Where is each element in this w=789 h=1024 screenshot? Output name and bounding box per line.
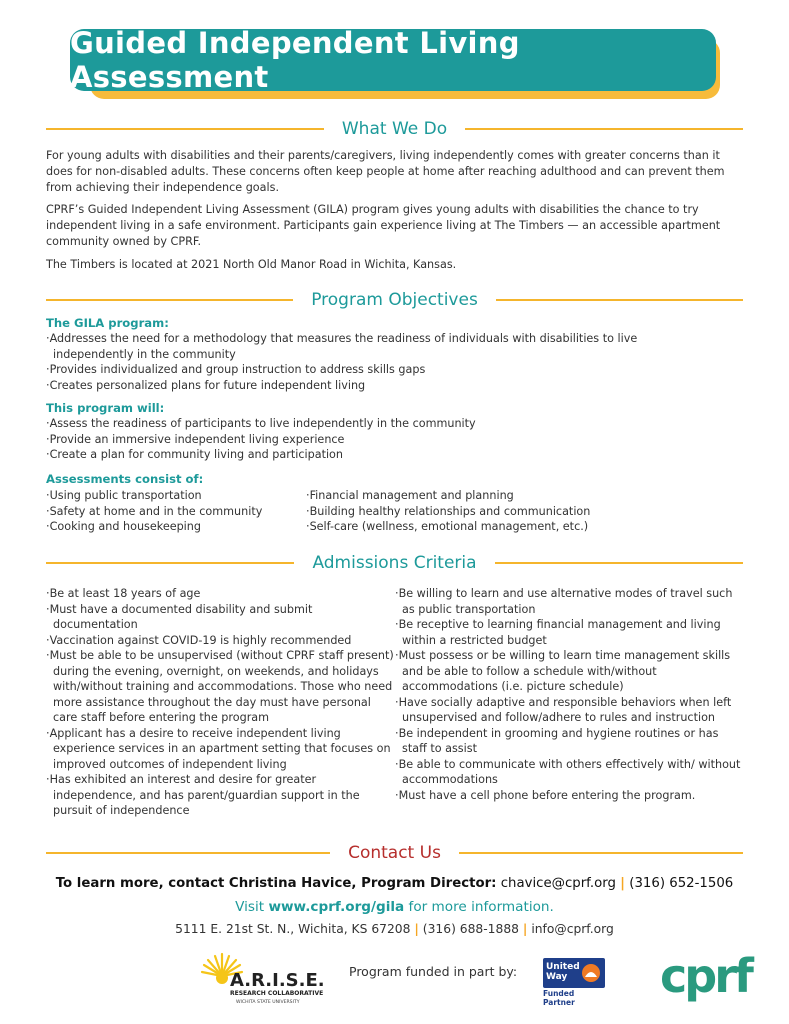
list-item: · Addresses the need for a methodology that measures the readiness of individuals with disabilities to live independently in the community (46, 331, 706, 362)
list-item: · Cooking and housekeeping (46, 519, 306, 535)
visit-suffix: for more information. (408, 899, 554, 915)
program-will-label: This program will: (46, 401, 165, 415)
website-link[interactable]: www.cprf.org/gila (268, 899, 405, 915)
list-item: · Using public transportation (46, 488, 306, 504)
section-title: Admissions Criteria (312, 553, 477, 573)
divider (496, 299, 743, 301)
list-item: · Assess the readiness of participants to live independently in the community (46, 416, 706, 432)
arise-name: A.R.I.S.E. (230, 970, 325, 991)
divider (46, 299, 293, 301)
divider (465, 128, 743, 130)
director-email-link[interactable]: chavice@cprf.org (500, 876, 616, 891)
intro-paragraph: For young adults with disabilities and their parents/caregivers, living independently comes with greater concerns than it does for non-disabled adults. These concerns often keep people at home after reaching adulthood and can prevent them from achieving their independence goals. (46, 149, 725, 194)
objectives-heading (46, 289, 743, 311)
funded-text: Program funded in part by: (349, 964, 518, 979)
list-item: · Self-care (wellness, emotional management, etc.) (306, 519, 726, 535)
section-title: What We Do (341, 119, 448, 139)
list-item: · Has exhibited an interest and desire for greater independence, and has parent/guardian support in the pursuit of independence (46, 772, 396, 819)
uw-funded-partner: Funded Partner (543, 989, 575, 1007)
list-item: · Building healthy relationships and communication (306, 504, 726, 520)
info-email-link[interactable]: info@cprf.org (531, 922, 614, 936)
assessments-list-right (306, 488, 726, 535)
page-title: Guided Independent Living Assessment (70, 26, 520, 94)
list-item: · Provides individualized and group instruction to address skills gaps (46, 362, 706, 378)
visit-prefix: Visit (235, 899, 265, 915)
admissions-list-right (395, 586, 741, 803)
divider (459, 852, 743, 854)
contact-director-line (0, 876, 789, 891)
list-item: · Be able to communicate with others effectively with/ without accommodations (395, 757, 741, 788)
list-item: · Be independent in grooming and hygiene routines or has staff to assist (395, 726, 741, 757)
gila-program-list (46, 331, 706, 393)
arise-univ: WICHITA STATE UNIVERSITY (236, 1000, 300, 1005)
list-item: · Create a plan for community living and participation (46, 447, 706, 463)
hand-icon (581, 963, 601, 983)
divider (46, 128, 324, 130)
list-item: · Provide an immersive independent living experience (46, 432, 706, 448)
location-paragraph: The Timbers is located at 2021 North Old Manor Road in Wichita, Kansas. (46, 258, 457, 271)
list-item: · Safety at home and in the community (46, 504, 306, 520)
what-we-do-heading (46, 118, 743, 140)
list-item: · Creates personalized plans for future independent living (46, 378, 706, 394)
cprf-logo (660, 942, 760, 1004)
main-phone: (316) 688-1888 (422, 922, 519, 936)
section-title: Program Objectives (311, 290, 478, 310)
list-item: · Must possess or be willing to learn time management skills and be able to follow a schedule with/without accommodations (i.e. picture schedule) (395, 648, 741, 695)
divider (46, 852, 330, 854)
united-way-badge (543, 958, 605, 988)
united-way-logo (543, 958, 605, 1007)
uw-name-2: Way (546, 972, 568, 982)
arise-sub: RESEARCH COLLABORATIVE (230, 990, 324, 997)
admissions-list-left (46, 586, 396, 819)
address-line (0, 922, 789, 936)
list-item: · Financial management and planning (306, 488, 726, 504)
uw-name-1: United (546, 962, 580, 972)
divider (495, 562, 743, 564)
cprf-logo-mark (660, 942, 760, 1004)
list-item: · Must have a documented disability and submit documentation (46, 602, 396, 633)
section-title: Contact Us (348, 843, 441, 863)
admissions-heading (46, 552, 743, 574)
visit-line (0, 899, 789, 915)
title-banner (70, 26, 716, 94)
sunburst-icon (200, 948, 330, 1008)
arise-logo (200, 948, 330, 1008)
assessments-label: Assessments consist of: (46, 472, 204, 486)
list-item: · Be willing to learn and use alternative modes of travel such as public transportation (395, 586, 741, 617)
separator: | (414, 922, 419, 936)
gila-paragraph: CPRF’s Guided Independent Living Assessment (GILA) program gives young adults with disabilities the chance to try independent living in a safe environment. Participants gain experience living at The Timbers — an accessible apartment community owned by CPRF. (46, 203, 721, 248)
list-item: · Applicant has a desire to receive independent living experience services in an apartment setting that focuses on improved outcomes of independent living (46, 726, 396, 773)
assessments-list-left (46, 488, 306, 535)
street-address: 5111 E. 21st St. N., Wichita, KS 67208 (175, 922, 411, 936)
list-item: · Must have a cell phone before entering the program. (395, 788, 741, 804)
divider (46, 562, 294, 564)
list-item: · Must be able to be unsupervised (without CPRF staff present) during the evening, overnight, on weekends, and holidays with/without training and accommodations. Those who need more assistance throughout the day must have personal care staff before entering the program (46, 648, 396, 726)
cprf-wordmark: cprf (660, 949, 751, 1003)
director-phone: (316) 652-1506 (629, 876, 734, 891)
contact-lead: To learn more, contact Christina Havice, Program Director: (55, 876, 497, 891)
contact-heading (46, 842, 743, 864)
separator: | (522, 922, 528, 936)
list-item: · Be at least 18 years of age (46, 586, 396, 602)
list-item: · Have socially adaptive and responsible behaviors when left unsupervised and follow/adhere to rules and instruction (395, 695, 741, 726)
program-will-list (46, 416, 706, 463)
list-item: · Vaccination against COVID-19 is highly recommended (46, 633, 396, 649)
gila-program-label: The GILA program: (46, 316, 169, 330)
list-item: · Be receptive to learning financial management and living within a restricted budget (395, 617, 741, 648)
separator: | (620, 876, 626, 891)
